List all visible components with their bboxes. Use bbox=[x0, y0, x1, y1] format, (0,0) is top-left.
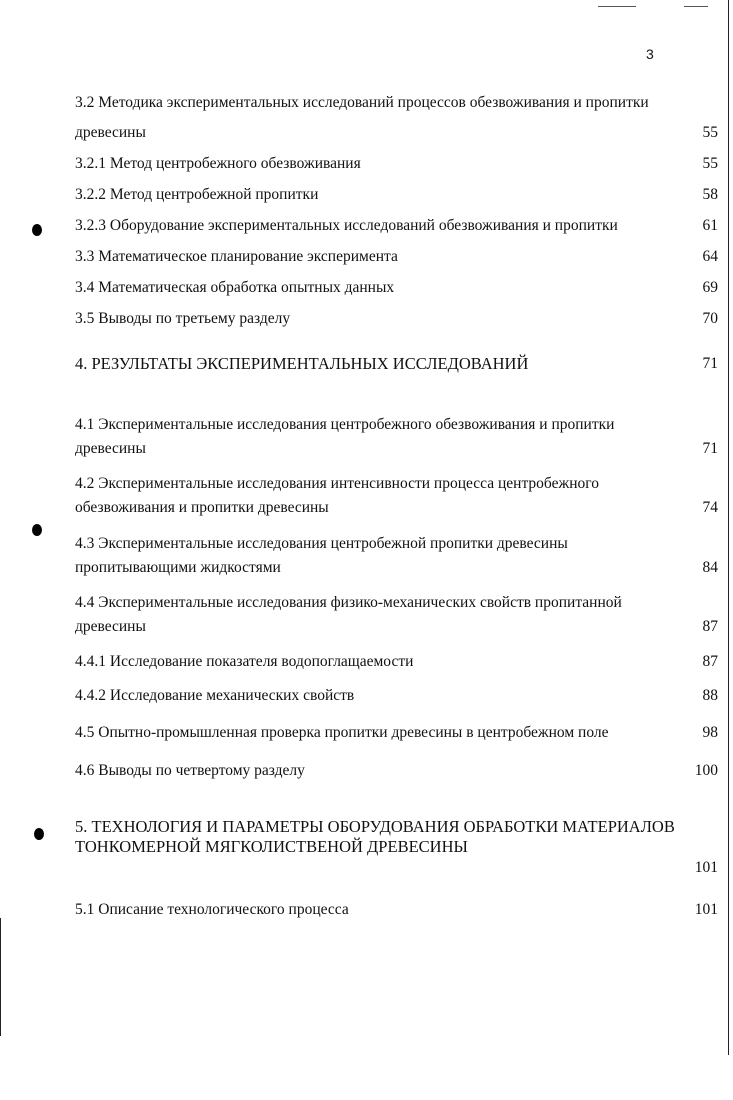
scan-artifact-line bbox=[684, 6, 708, 7]
toc-entry-page: 87 bbox=[702, 618, 718, 635]
punch-hole bbox=[32, 224, 42, 236]
toc-entry-title: 4.3 Экспериментальные исследования центробежной пропитки древесины bbox=[75, 535, 568, 552]
toc-entry-title: 4.5 Опытно-промышленная проверка пропитки древесины в центробежном поле bbox=[75, 724, 609, 741]
toc-entry-title-continued: древесины bbox=[75, 618, 146, 635]
toc-entry-title: 4.4.2 Исследование механических свойств bbox=[75, 687, 355, 704]
toc-entry-title: 3.3 Математическое планирование эксперимента bbox=[75, 248, 398, 265]
toc-entry-page: 70 bbox=[702, 310, 718, 327]
toc-entry-page: 84 bbox=[702, 559, 718, 576]
toc-entry-title: 4.2 Экспериментальные исследования интенсивности процесса центробежного bbox=[75, 475, 599, 492]
page-number: 3 bbox=[646, 46, 654, 62]
toc-entry-page: 100 bbox=[694, 762, 718, 779]
toc-entry-title: 3.5 Выводы по третьему разделу bbox=[75, 310, 291, 327]
toc-entry-page: 58 bbox=[702, 186, 718, 203]
toc-entry-title-continued: древесины bbox=[75, 124, 146, 141]
toc-entry-title: 5.1 Описание технологического процесса bbox=[75, 901, 349, 918]
toc-entry-title-continued: обезвоживания и пропитки древесины bbox=[75, 499, 329, 516]
toc-entry-title: 3.2.1 Метод центробежного обезвоживания bbox=[75, 155, 361, 172]
toc-entry-title: 3.2.2 Метод центробежной пропитки bbox=[75, 186, 319, 203]
toc-entry-page: 55 bbox=[702, 155, 718, 172]
page-edge-left bbox=[0, 918, 1, 1036]
toc-section-heading: 5. ТЕХНОЛОГИЯ И ПАРАМЕТРЫ ОБОРУДОВАНИЯ ОБРАБОТКИ МАТЕРИАЛОВ bbox=[75, 817, 675, 836]
toc-entry-title: 3.2 Методика экспериментальных исследований процессов обезвоживания и пропитки bbox=[75, 94, 649, 111]
toc-entry-page: 71 bbox=[702, 440, 718, 457]
toc-entry-title: 3.4 Математическая обработка опытных данных bbox=[75, 279, 395, 296]
toc-entry-title: 3.2.3 Оборудование экспериментальных исследований обезвоживания и пропитки bbox=[75, 217, 618, 234]
toc-entry-page: 64 bbox=[702, 248, 718, 265]
toc-section-heading: 4. РЕЗУЛЬТАТЫ ЭКСПЕРИМЕНТАЛЬНЫХ ИССЛЕДОВАНИЙ bbox=[75, 354, 529, 373]
toc-entry-title: 4.4.1 Исследование показателя водопоглащаемости bbox=[75, 653, 414, 670]
toc-entry-title-continued: древесины bbox=[75, 440, 146, 457]
toc-entry-page: 87 bbox=[702, 653, 718, 670]
toc-entry-title: 4.6 Выводы по четвертому разделу bbox=[75, 762, 305, 779]
punch-hole bbox=[32, 524, 42, 536]
toc-entry-page: 88 bbox=[702, 687, 718, 704]
toc-entry-page: 69 bbox=[702, 279, 718, 296]
toc-entry-page: 61 bbox=[702, 217, 718, 234]
punch-hole bbox=[34, 828, 44, 840]
toc-entry-page: 71 bbox=[702, 355, 718, 372]
toc-entry-page: 55 bbox=[702, 124, 718, 141]
toc-entry-page: 74 bbox=[702, 499, 718, 516]
scan-artifact-line bbox=[598, 6, 636, 7]
toc-entry-page: 101 bbox=[694, 859, 718, 876]
toc-entry-title: 4.1 Экспериментальные исследования центробежного обезвоживания и пропитки bbox=[75, 416, 615, 433]
toc-entry-title: 4.4 Экспериментальные исследования физико-механических свойств пропитанной bbox=[75, 594, 622, 611]
page-edge-right bbox=[728, 0, 729, 1055]
toc-entry-page: 101 bbox=[694, 901, 718, 918]
toc-entry-title-continued: пропитывающими жидкостями bbox=[75, 559, 281, 576]
toc-entry-page: 98 bbox=[702, 724, 718, 741]
toc-section-heading-continued: ТОНКОМЕРНОЙ МЯГКОЛИСТВЕНОЙ ДРЕВЕСИНЫ bbox=[75, 837, 468, 856]
